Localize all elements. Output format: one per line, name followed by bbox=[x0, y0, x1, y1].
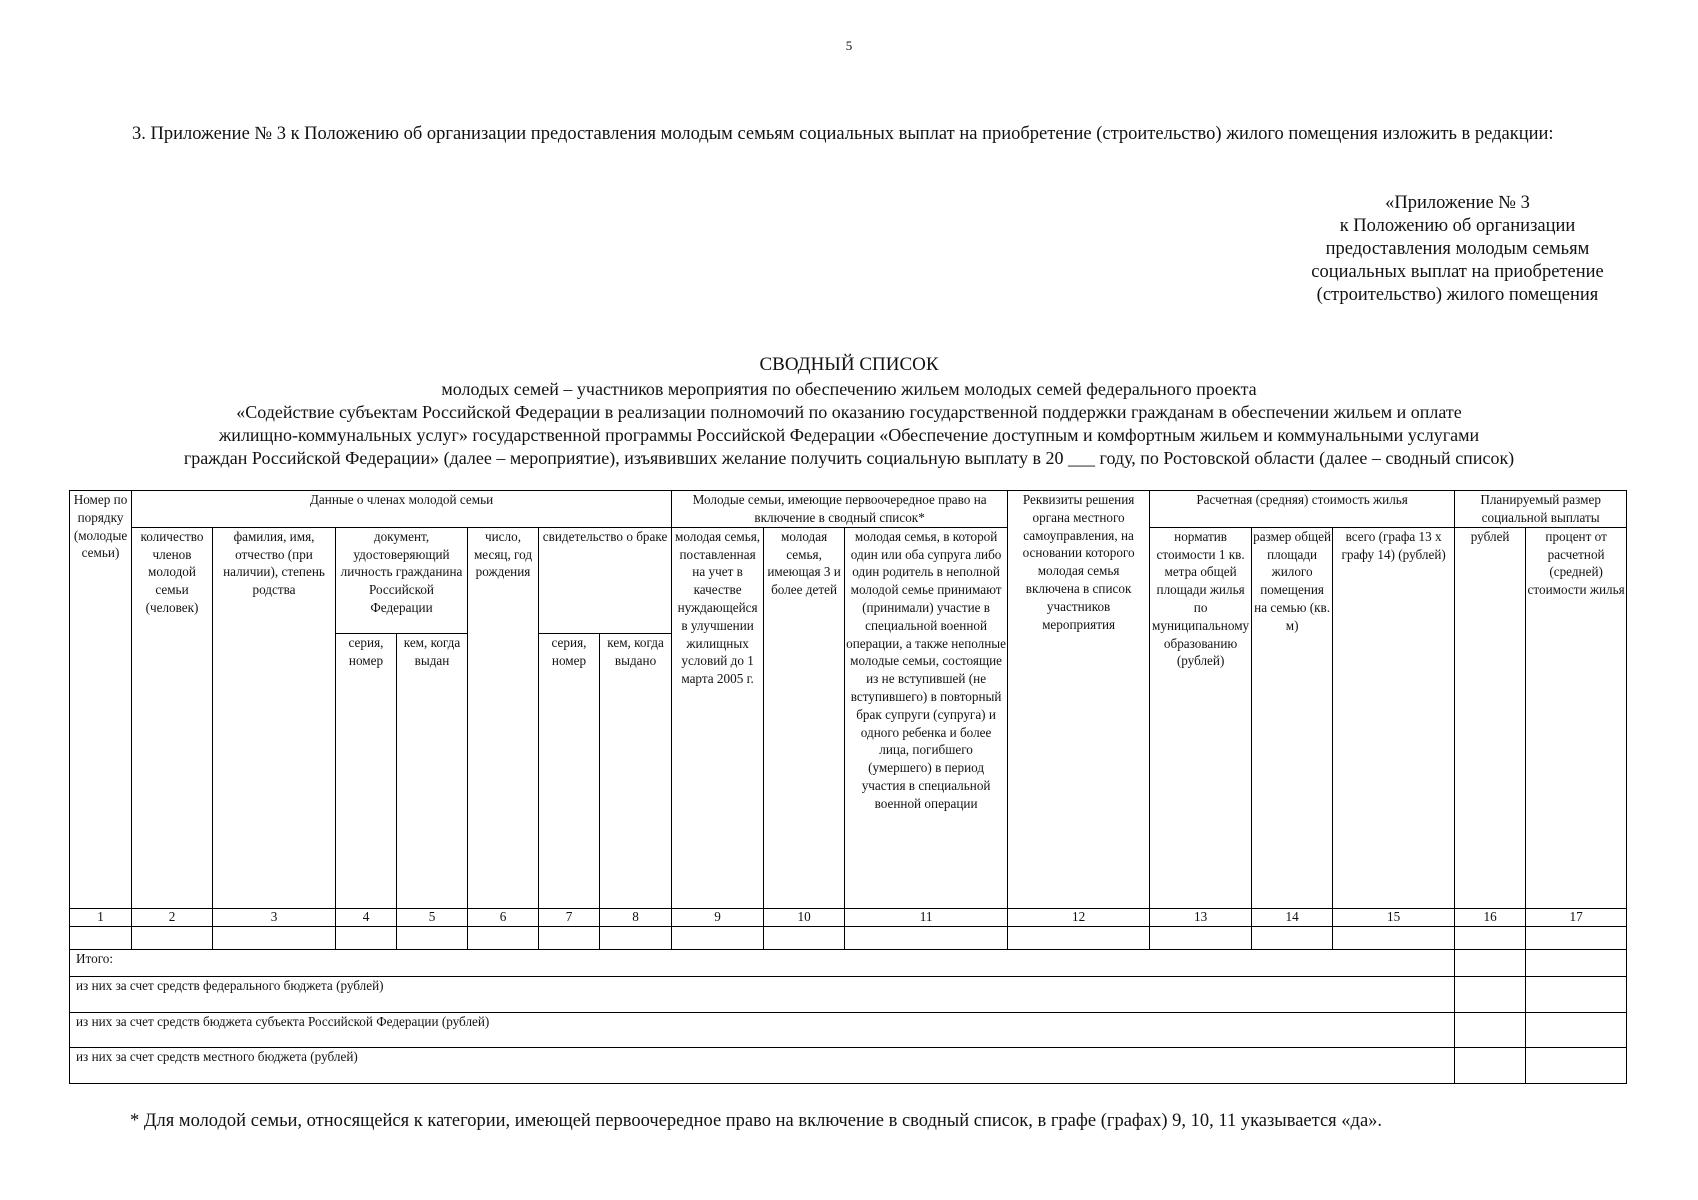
list-subtitle-line: «Содействие субъектам Российской Федерации в реализации полномочий по оказанию государственной поддержки гражданам в обеспечении жильем и оплате bbox=[236, 402, 1462, 422]
table-cell bbox=[1526, 927, 1627, 950]
total-row bbox=[70, 950, 1627, 977]
total-label: Итого: bbox=[70, 950, 1455, 977]
budget-row bbox=[70, 1012, 1627, 1047]
intro-paragraph: 3. Приложение № 3 к Положению об организации предоставления молодым семьям социальных выплат на приобретение (строительство) жилого помещения изложить в редакции: bbox=[132, 124, 1554, 144]
budget-row-label: из них за счет средств федерального бюджета (рублей) bbox=[70, 977, 1455, 1012]
header-percent: процент от расчетной (средней) стоимости жилья bbox=[1526, 527, 1627, 908]
summary-table bbox=[69, 490, 1627, 1084]
header-cert-issued: кем, когда выдано bbox=[600, 634, 672, 909]
column-number: 15 bbox=[1333, 908, 1455, 926]
budget-row bbox=[70, 1047, 1627, 1083]
list-subtitle-line: граждан Российской Федерации» (далее – мероприятие), изъявивших желание получить социальную выплату в 20 ___ году, по Ростовской области (далее – сводный список) bbox=[183, 448, 1515, 468]
column-number: 13 bbox=[1150, 908, 1252, 926]
column-number: 17 bbox=[1526, 908, 1627, 926]
table-cell bbox=[1252, 927, 1333, 950]
header-three-children: молодая семья, имеющая 3 и более детей bbox=[764, 527, 845, 908]
budget-rubles-cell bbox=[1455, 977, 1526, 1012]
column-number: 5 bbox=[397, 908, 468, 926]
table-cell bbox=[1008, 927, 1150, 950]
header-area: размер общей площади жилого помещения на семью (кв. м) bbox=[1252, 527, 1333, 908]
budget-percent-cell bbox=[1526, 1047, 1627, 1083]
header-registered-before-2005: молодая семья, поставленная на учет в качестве нуждающейся в улучшении жилищных условий до 1 марта 2005 г. bbox=[672, 527, 764, 908]
table-row bbox=[70, 927, 1627, 950]
list-title: СВОДНЫЙ СПИСОК bbox=[759, 354, 939, 375]
header-special-operation: молодая семья, в которой один или оба супруга либо один родитель в неполной молодой семье принимают (принимали) участие в специальной военной операции, а также неполные молодые семьи, состоящие из не вступившей (не вступившего) в повторный брак супруги (супруга) и одного ребенка и более лица, погибшего (умершего) в период участия в специальной военной операции bbox=[845, 527, 1008, 908]
budget-row-label: из них за счет средств бюджета субъекта Российской Федерации (рублей) bbox=[70, 1012, 1455, 1047]
column-number: 7 bbox=[539, 908, 600, 926]
header-member-count: количество членов молодой семьи (человек) bbox=[132, 527, 213, 908]
table-cell bbox=[764, 927, 845, 950]
header-doc-series: серия, номер bbox=[336, 634, 397, 909]
table-cell bbox=[1333, 927, 1455, 950]
table-cell bbox=[132, 927, 213, 950]
annex-line: (строительство) жилого помещения bbox=[1316, 285, 1599, 305]
list-subtitle-line: молодых семей – участников мероприятия по обеспечению жильем молодых семей федерального проекта bbox=[441, 379, 1257, 399]
budget-percent-cell bbox=[1526, 1012, 1627, 1047]
column-number: 4 bbox=[336, 908, 397, 926]
header-planned: Планируемый размер социальной выплаты bbox=[1455, 491, 1627, 528]
column-number: 11 bbox=[845, 908, 1008, 926]
header-doc-issued: кем, когда выдан bbox=[397, 634, 468, 909]
table-cell bbox=[468, 927, 539, 950]
list-subtitle bbox=[60, 378, 1638, 470]
budget-row bbox=[70, 977, 1627, 1012]
header-priority: Молодые семьи, имеющие первоочередное право на включение в сводный список* bbox=[672, 491, 1008, 528]
annex-line: социальных выплат на приобретение bbox=[1311, 262, 1604, 282]
column-number: 2 bbox=[132, 908, 213, 926]
table-cell bbox=[600, 927, 672, 950]
footnote: * Для молодой семьи, относящейся к категории, имеющей первоочередное право на включение в сводный список, в графе (графах) 9, 10, 11 указывается «да». bbox=[130, 1111, 1383, 1131]
table-cell bbox=[336, 927, 397, 950]
header-cost: Расчетная (средняя) стоимость жилья bbox=[1150, 491, 1455, 528]
table-cell bbox=[539, 927, 600, 950]
column-number: 1 bbox=[70, 908, 132, 926]
column-number: 16 bbox=[1455, 908, 1526, 926]
table-cell bbox=[1455, 927, 1526, 950]
header-requisites: Реквизиты решения органа местного самоуправления, на основании которого молодая семья включена в список участников мероприятия bbox=[1008, 491, 1150, 909]
header-rubles: рублей bbox=[1455, 527, 1526, 908]
column-number: 6 bbox=[468, 908, 539, 926]
table-cell bbox=[672, 927, 764, 950]
header-members: Данные о членах молодой семьи bbox=[132, 491, 672, 528]
annex-line: к Положению об организации bbox=[1339, 216, 1576, 236]
header-norm-cost: норматив стоимости 1 кв. метра общей площади жилья по муниципальному образованию (рублей) bbox=[1150, 527, 1252, 908]
column-number: 12 bbox=[1008, 908, 1150, 926]
header-identity-document: документ, удостоверяющий личность гражданина Российской Федерации bbox=[336, 527, 468, 634]
header-birth-date: число, месяц, год рождения bbox=[468, 527, 539, 908]
list-subtitle-line: жилищно-коммунальных услуг» государственной программы Российской Федерации «Обеспечение доступным и комфортным жильем и коммунальными услугами bbox=[218, 425, 1480, 445]
table-cell bbox=[397, 927, 468, 950]
annex-line: «Приложение № 3 bbox=[1385, 193, 1530, 213]
column-number: 10 bbox=[764, 908, 845, 926]
total-percent-cell bbox=[1526, 950, 1627, 977]
budget-rubles-cell bbox=[1455, 1012, 1526, 1047]
annex-heading bbox=[1290, 192, 1625, 307]
column-number: 14 bbox=[1252, 908, 1333, 926]
table-cell bbox=[213, 927, 336, 950]
total-rubles-cell bbox=[1455, 950, 1526, 977]
page-number: 5 bbox=[845, 38, 853, 53]
budget-row-label: из них за счет средств местного бюджета (рублей) bbox=[70, 1047, 1455, 1083]
budget-percent-cell bbox=[1526, 977, 1627, 1012]
header-full-name: фамилия, имя, отчество (при наличии), степень родства bbox=[213, 527, 336, 908]
header-total-cost: всего (графа 13 х графу 14) (рублей) bbox=[1333, 527, 1455, 908]
header-marriage-certificate: свидетельство о браке bbox=[539, 527, 672, 634]
table-cell bbox=[1150, 927, 1252, 950]
column-number: 8 bbox=[600, 908, 672, 926]
header-cert-series: серия, номер bbox=[539, 634, 600, 909]
table-cell bbox=[845, 927, 1008, 950]
annex-line: предоставления молодым семьям bbox=[1325, 239, 1590, 259]
budget-rubles-cell bbox=[1455, 1047, 1526, 1083]
table-cell bbox=[70, 927, 132, 950]
column-number: 3 bbox=[213, 908, 336, 926]
column-number: 9 bbox=[672, 908, 764, 926]
header-row-number: Номер по порядку (молодые семьи) bbox=[70, 491, 132, 909]
